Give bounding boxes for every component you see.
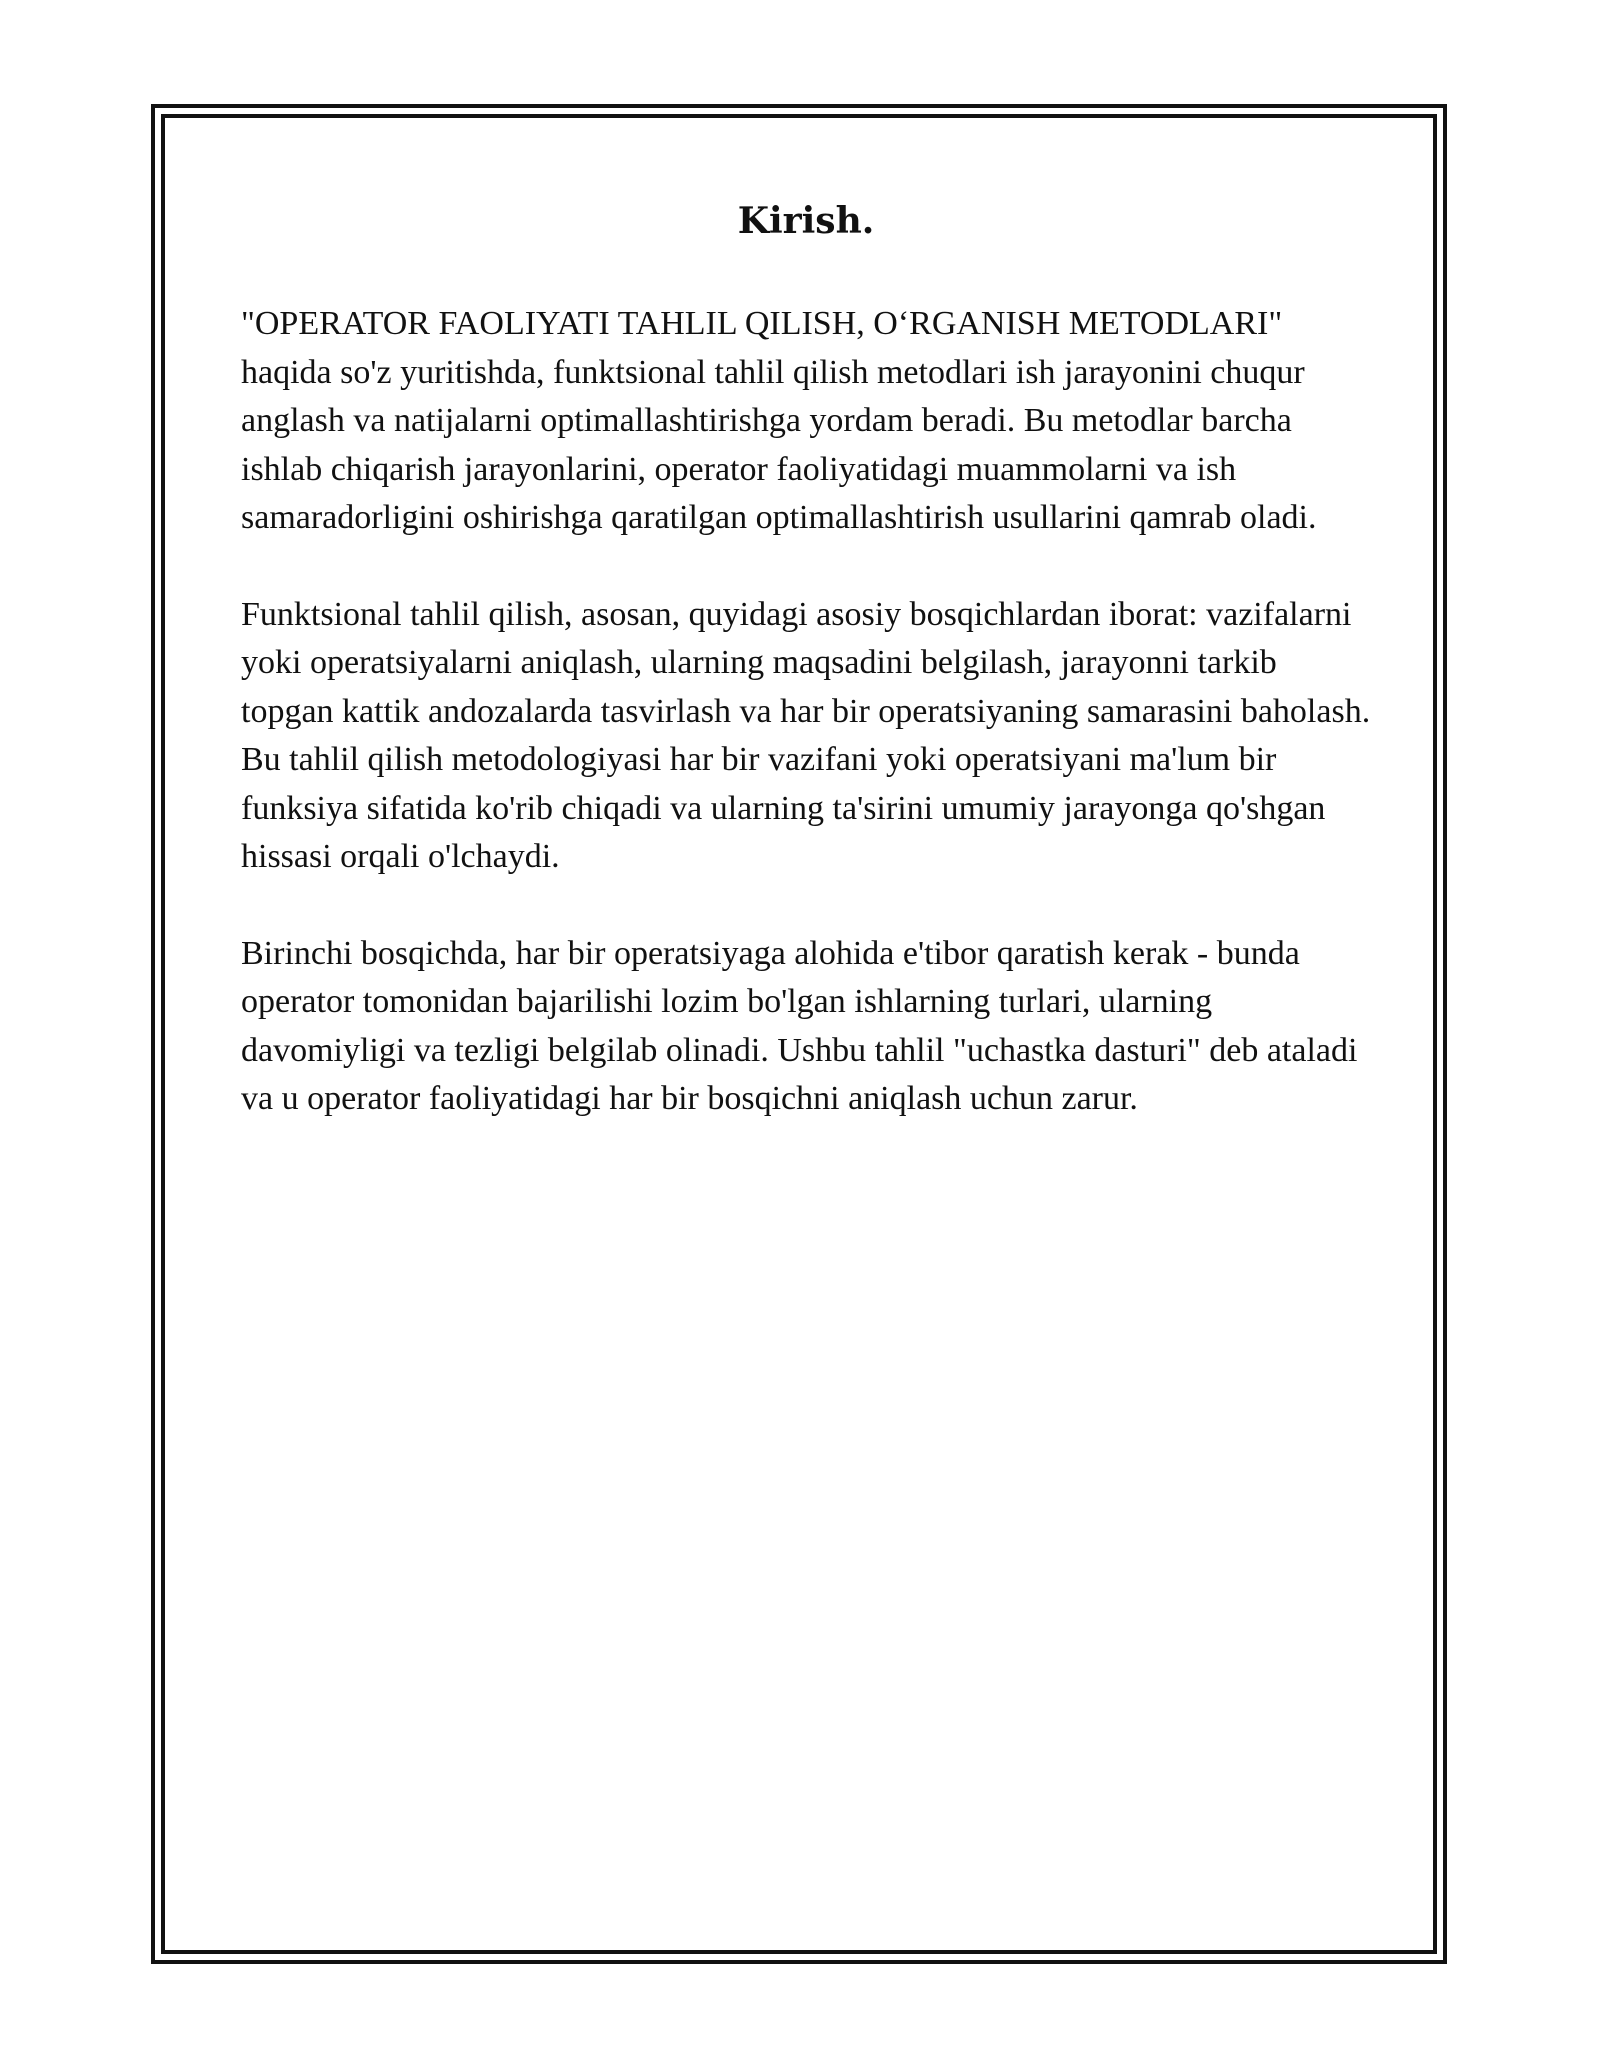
paragraph-first-stage: Birinchi bosqichda, har bir operatsiyaga alohida e'tibor qaratish kerak - bunda operator tomonidan bajarilishi lozim bo'lgan ishlarning turlari, ularning davomiyligi va tezligi belgilab olinadi. Ushbu tahlil "uchastka dasturi" deb ataladi va u operator faoliyatidagi har bir bosqichni aniqlash uchun zarur. bbox=[241, 934, 1358, 1118]
page-title: Kirish. bbox=[737, 200, 875, 242]
paragraph-intro: "OPERATOR FAOLIYATI TAHLIL QILISH, O‘RGANISH METODLARI" haqida so'z yuritishda, funktsional tahlil qilish metodlari ish jarayonini chuqur anglash va natijalarni optimallashtirishga yordam beradi. Bu metodlar barcha ishlab chiqarish jarayonlarini, operator faoliyatidagi muammolarni va ish samaradorligini oshirishga qaratilgan optimallashtirish usullarini qamrab oladi. bbox=[241, 305, 1317, 537]
page-border-inner bbox=[161, 114, 1437, 1954]
paragraph-functional-analysis: Funktsional tahlil qilish, asosan, quyidagi asosiy bosqichlardan iborat: vazifalarni yoki operatsiyalarni aniqlash, ularning maqsadini belgilash, jarayonni tarkib topgan kattik andozalarda tasvirlash va har bir operatsiyaning samarasini baholash. Bu tahlil qilish metodologiyasi har bir vazifani yoki operatsiyani ma'lum bir funksiya sifatida ko'rib chiqadi va ularning ta'sirini umumiy jarayonga qo'shgan hissasi orqali o'lchaydi. bbox=[241, 595, 1371, 876]
page-border-outer bbox=[151, 104, 1447, 1964]
document-body bbox=[241, 196, 1371, 1172]
